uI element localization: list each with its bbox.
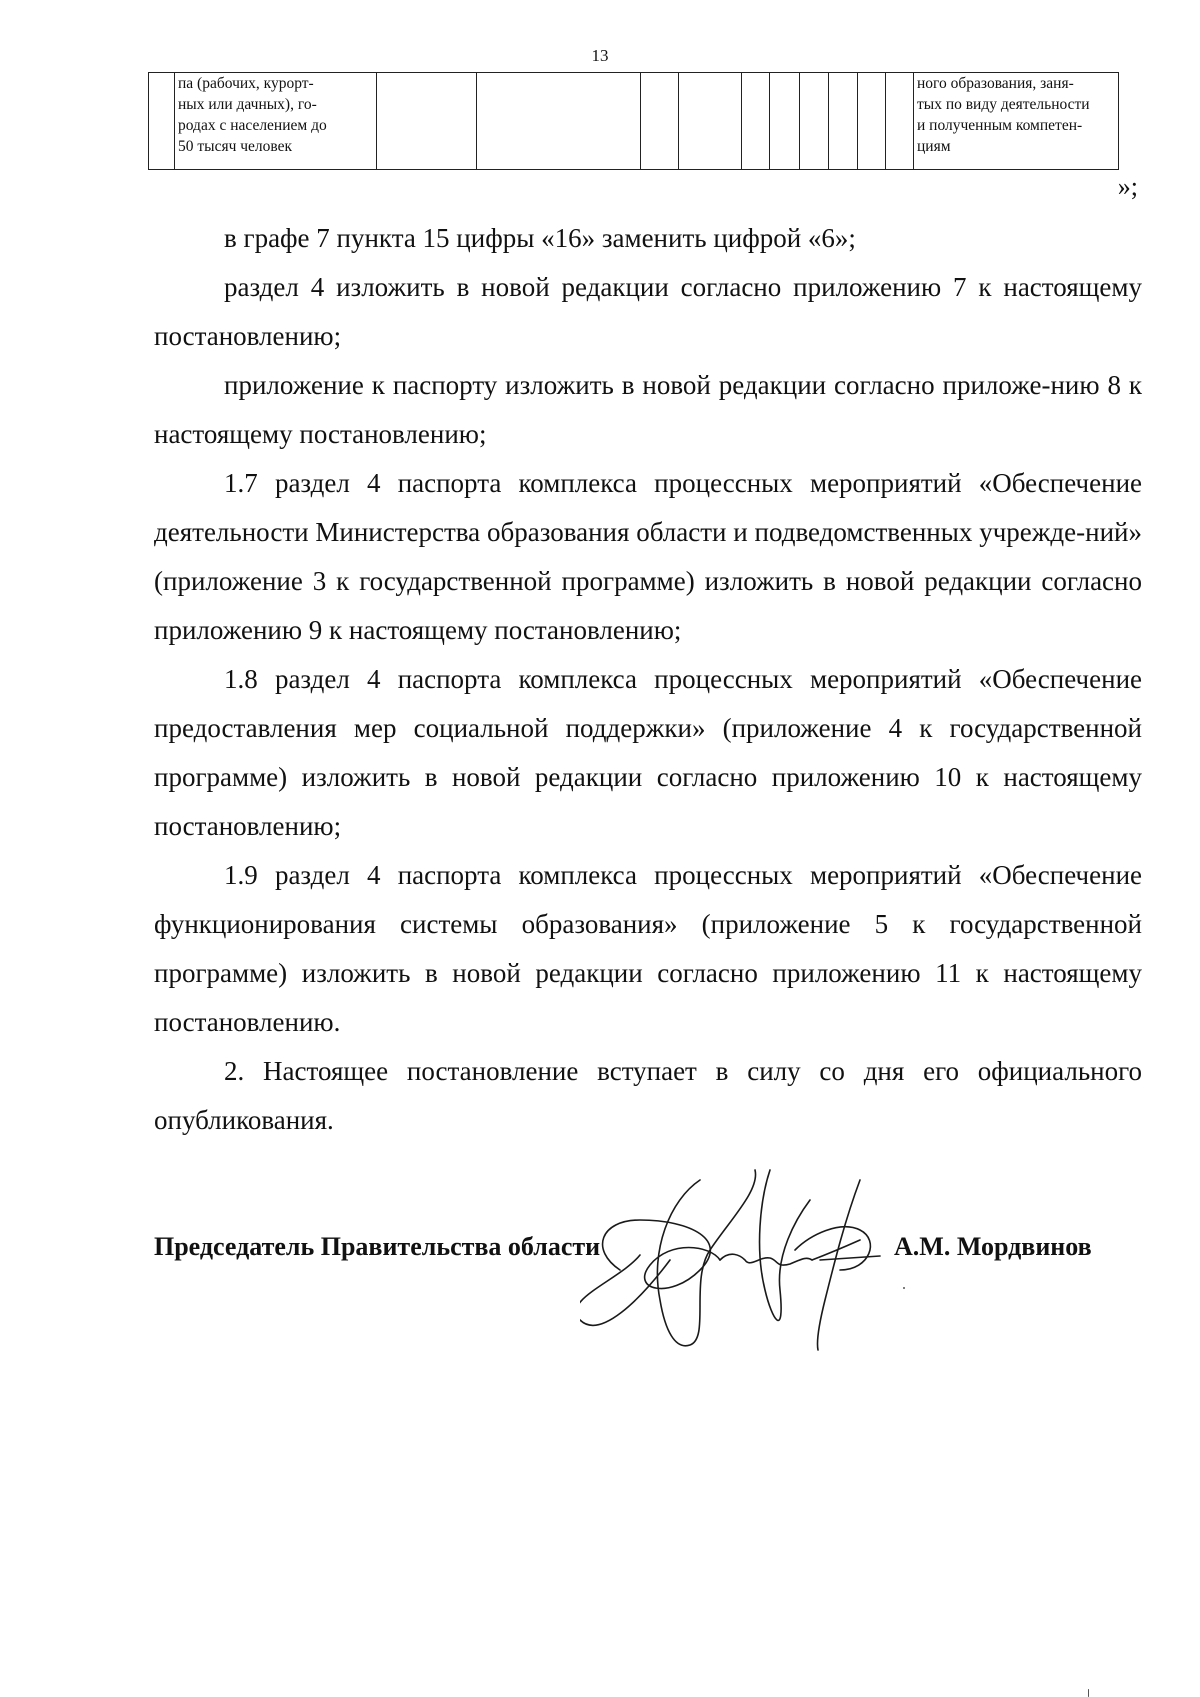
table-cell-empty [477,73,641,170]
paragraph: раздел 4 изложить в новой редакции согласно приложению 7 к настоящему постановлению; [154,272,1142,351]
closing-quote: »; [1117,172,1138,201]
table-fragment [148,72,1119,170]
cell-line: циям [917,138,951,155]
cell-line: родах с населением до [178,117,327,134]
table-cell-empty [829,73,858,170]
signatory-name: А.М. Мордвинов [894,1232,1092,1261]
table-cell-empty [800,73,829,170]
handwritten-signature [580,1160,940,1360]
paragraph: приложение к паспорту изложить в новой редакции согласно приложе-нию 8 к настоящему постановлению; [154,370,1142,449]
page-number: 13 [591,46,609,65]
cell-line: па (рабочих, курорт- [178,75,314,92]
paragraph: 1.7 раздел 4 паспорта комплекса процессных мероприятий «Обеспечение деятельности Министерства образования области и подведомственных учрежде-ний» (приложение 3 к государственной программе) изложить в новой редакции согласно приложению 9 к настоящему постановлению; [154,468,1142,645]
table-cell-empty [679,73,742,170]
cell-line: ного образования, заня- [917,75,1074,92]
scan-speck [1088,1689,1089,1697]
table-row [149,73,1119,170]
cell-line: и полученным компетен- [917,117,1083,134]
table-cell-empty [742,73,770,170]
table-cell-empty [770,73,800,170]
signatory-title: Председатель Правительства области [154,1232,601,1261]
table-cell-left-text [175,73,377,170]
cell-line: ных или дачных), го- [178,96,317,113]
cell-line: тых по виду деятельности [917,96,1090,113]
table-cell-empty [149,73,175,170]
table-cell-right-text [914,73,1119,170]
paragraph: 2. Настоящее постановление вступает в силу со дня его официального опубликования. [154,1056,1142,1135]
table-cell-empty [886,73,914,170]
cell-line: 50 тысяч человек [178,138,293,155]
table-cell-empty [377,73,477,170]
table-cell-empty [641,73,679,170]
paragraph: 1.8 раздел 4 паспорта комплекса процессных мероприятий «Обеспечение предоставления мер социальной поддержки» (приложение 4 к государственной программе) изложить в новой редакции согласно приложению 10 к настоящему постановлению; [154,664,1142,841]
paragraph: в графе 7 пункта 15 цифры «16» заменить цифрой «6»; [224,223,856,253]
table-cell-empty [858,73,886,170]
scan-speck [903,1287,905,1289]
paragraph: 1.9 раздел 4 паспорта комплекса процессных мероприятий «Обеспечение функционирования системы образования» (приложение 5 к государственной программе) изложить в новой редакции согласно приложению 11 к настоящему постановлению. [154,860,1142,1037]
document-body [154,214,1142,1145]
